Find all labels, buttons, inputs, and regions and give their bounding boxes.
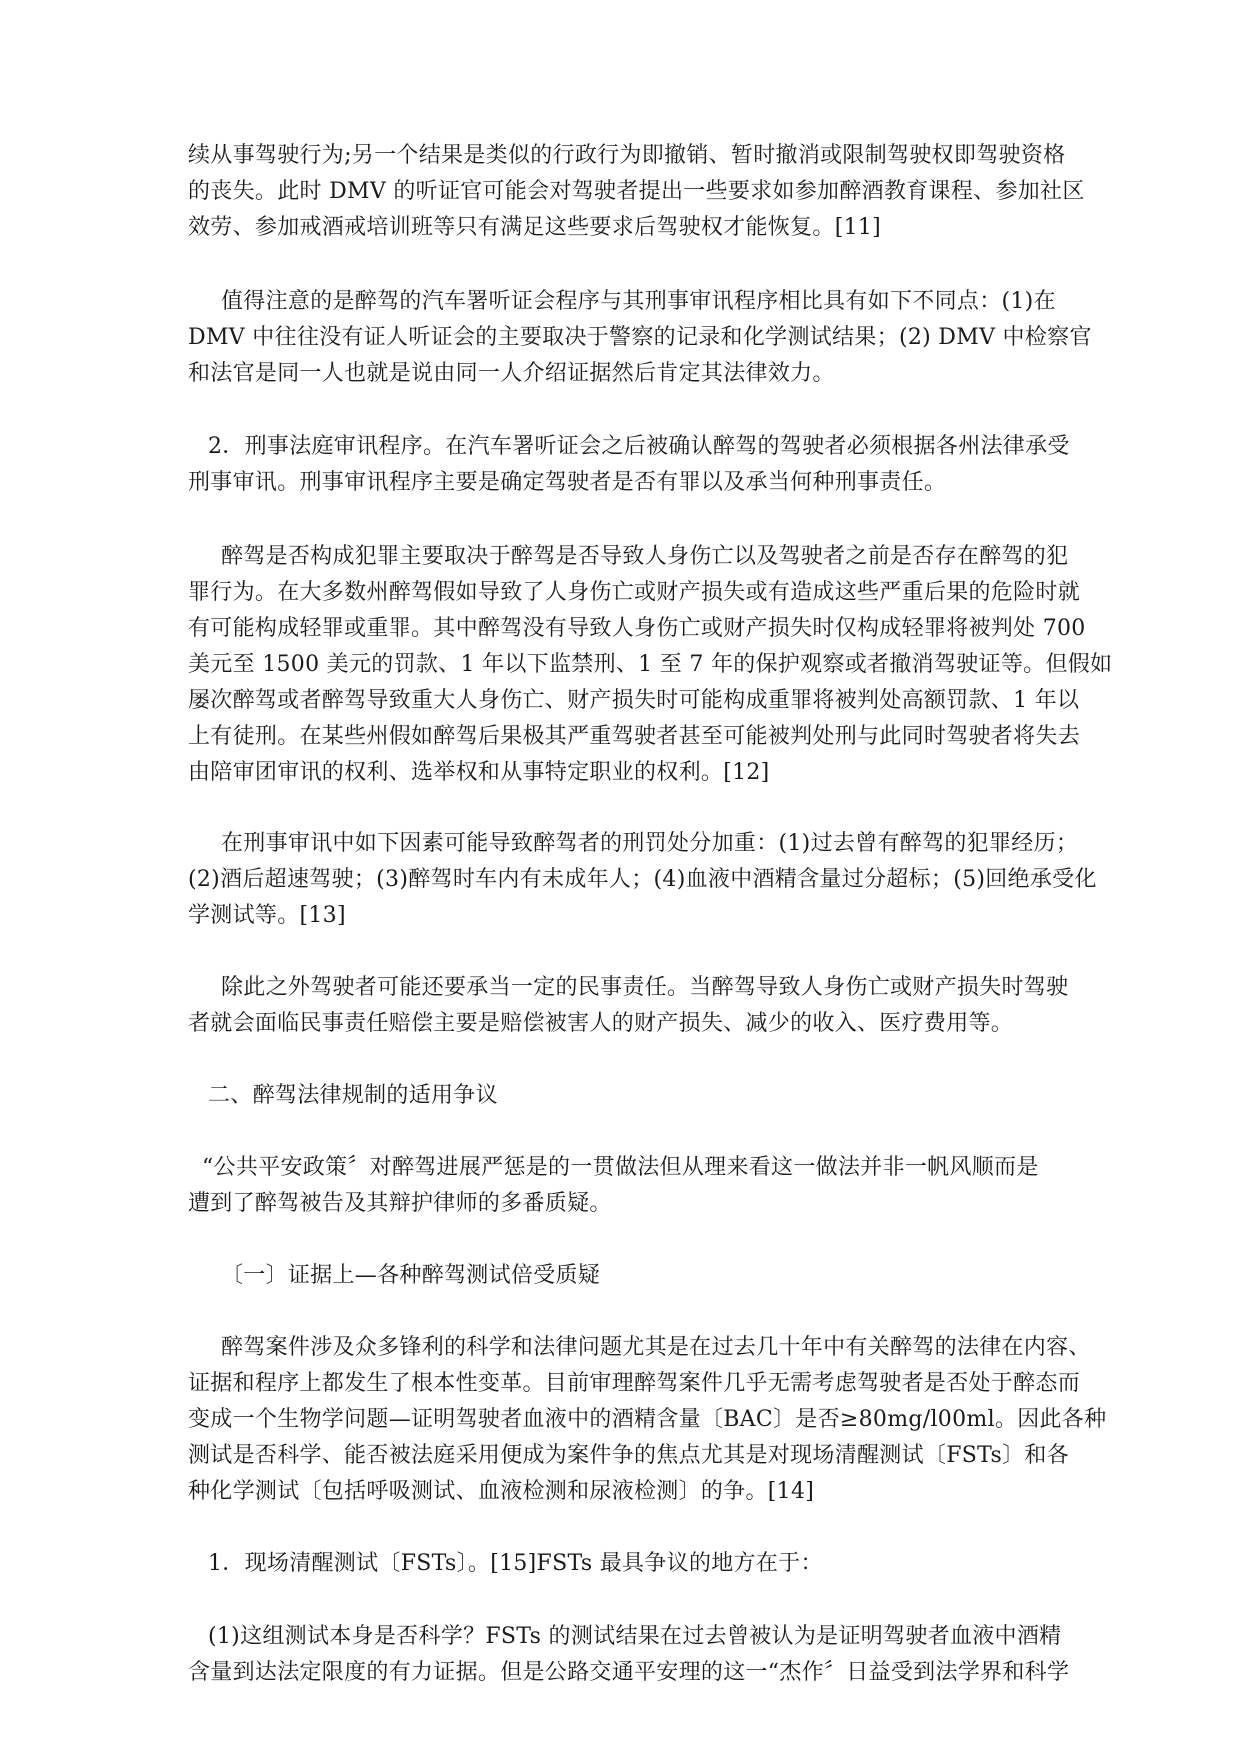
text-line: 罪行为。在大多数州醉驾假如导致了人身伤亡或财产损失或有造成这些严重后果的危险时就: [188, 580, 1081, 605]
text-line: 〔一〕证据上—各种醉驾测试倍受质疑: [221, 1263, 601, 1288]
text-line: 由陪审团审讯的权利、选举权和从事特定职业的权利。[12]: [188, 760, 770, 785]
text-line: 种化学测试〔包括呼吸测试、血液检测和尿液检测〕的争。[14]: [188, 1479, 815, 1504]
text-line: 刑事审讯。刑事审讯程序主要是确定驾驶者是否有罪以及承当何种刑事责任。: [188, 470, 947, 495]
subsection-heading: [188, 1258, 1053, 1294]
paragraph: [188, 1150, 1053, 1222]
text-line: 含量到达法定限度的有力证据。但是公路交通平安理的这一“杰作〞日益受到法学界和科学: [188, 1660, 1070, 1685]
text-line: 效劳、参加戒酒戒培训班等只有满足这些要求后驾驶权才能恢复。[11]: [188, 215, 882, 240]
paragraph: [188, 138, 1085, 246]
text-line: 变成一个生物学问题—证明驾驶者血液中的酒精含量〔BAC〕是否≥80mg/l00ml。因此各种: [188, 1407, 1107, 1432]
text-line: 遭到了醉驾被告及其辩护律师的多番质疑。: [188, 1191, 612, 1216]
text-line: 者就会面临民事责任赔偿主要是赔偿被害人的财产损失、减少的收入、医疗费用等。: [188, 1011, 1014, 1036]
text-line: 二、醉驾法律规制的适用争议: [208, 1083, 498, 1108]
text-line: 证据和程序上都发生了根本性变革。目前审理醉驾案件几乎无需考虑驾驶者是否处于醉态而: [188, 1371, 1081, 1396]
paragraph: [188, 1330, 1107, 1510]
text-line: 除此之外驾驶者可能还要承当一定的民事责任。当醉驾导致人身伤亡或财产损失时驾驶: [221, 975, 1069, 1000]
text-line: (2)酒后超速驾驶；(3)醉驾时车内有未成年人；(4)血液中酒精含量过分超标；(5)回绝承受化: [188, 867, 1097, 892]
section-heading: [188, 1078, 1053, 1114]
text-line: DMV 中往往没有证人听证会的主要取决于警察的记录和化学测试结果；(2) DMV 中检察官: [188, 325, 1092, 350]
text-line: 屡次醉驾或者醉驾导致重大人身伤亡、财产损失时可能构成重罪将被判处高额罚款、1 年以: [188, 688, 1080, 713]
paragraph: [188, 284, 1092, 392]
paragraph: [188, 826, 1097, 934]
text-line: 的丧失。此时 DMV 的听证官可能会对驾驶者提出一些要求如参加醉酒教育课程、参加社区: [188, 179, 1085, 204]
text-line: 1．现场清醒测试〔FSTs〕。[15]FSTs 最具争议的地方在于：: [208, 1551, 823, 1576]
text-line: 和法官是同一人也就是说由同一人介绍证据然后肯定其法律效力。: [188, 361, 835, 386]
paragraph: [188, 970, 1069, 1042]
paragraph: [188, 539, 1113, 791]
paragraph: [188, 1619, 1070, 1691]
text-line: 有可能构成轻罪或重罪。其中醉驾没有导致人身伤亡或财产损失时仅构成轻罪将被判处 700: [188, 616, 1086, 641]
paragraph: [188, 429, 1070, 501]
text-line: 醉驾是否构成犯罪主要取决于醉驾是否导致人身伤亡以及驾驶者之前是否存在醉驾的犯: [221, 544, 1069, 569]
text-line: 上有徒刑。在某些州假如醉驾后果极其严重驾驶者甚至可能被判处刑与此同时驾驶者将失去: [188, 724, 1081, 749]
text-line: 学测试等。[13]: [188, 903, 346, 928]
text-line: (1)这组测试本身是否科学？FSTs 的测试结果在过去曾被认为是证明驾驶者血液中酒精: [208, 1624, 1062, 1649]
text-line: 续从事驾驶行为;另一个结果是类似的行政行为即撤销、暂时撤消或限制驾驶权即驾驶资格: [188, 143, 1066, 168]
text-line: 在刑事审讯中如下因素可能导致醉驾者的刑罚处分加重：(1)过去曾有醉驾的犯罪经历；: [221, 831, 1079, 856]
text-line: 醉驾案件涉及众多锋利的科学和法律问题尤其是在过去几十年中有关醉驾的法律在内容、: [221, 1335, 1091, 1360]
text-line: 2．刑事法庭审讯程序。在汽车署听证会之后被确认醉驾的驾驶者必须根据各州法律承受: [208, 434, 1070, 459]
text-line: 测试是否科学、能否被法庭采用便成为案件争的焦点尤其是对现场清醒测试〔FSTs〕和各: [188, 1443, 1070, 1468]
text-line: 美元至 1500 美元的罚款、1 年以下监禁刑、1 至 7 年的保护观察或者撤消驾驶证等。但假如: [188, 652, 1113, 677]
paragraph: [188, 1546, 1053, 1582]
text-line: 值得注意的是醉驾的汽车署听证会程序与其刑事审讯程序相比具有如下不同点：(1)在: [221, 289, 1056, 314]
text-line: “公共平安政策〞对醉驾进展严惩是的一贯做法但从理来看这一做法并非一帆风顺而是: [202, 1155, 1039, 1180]
